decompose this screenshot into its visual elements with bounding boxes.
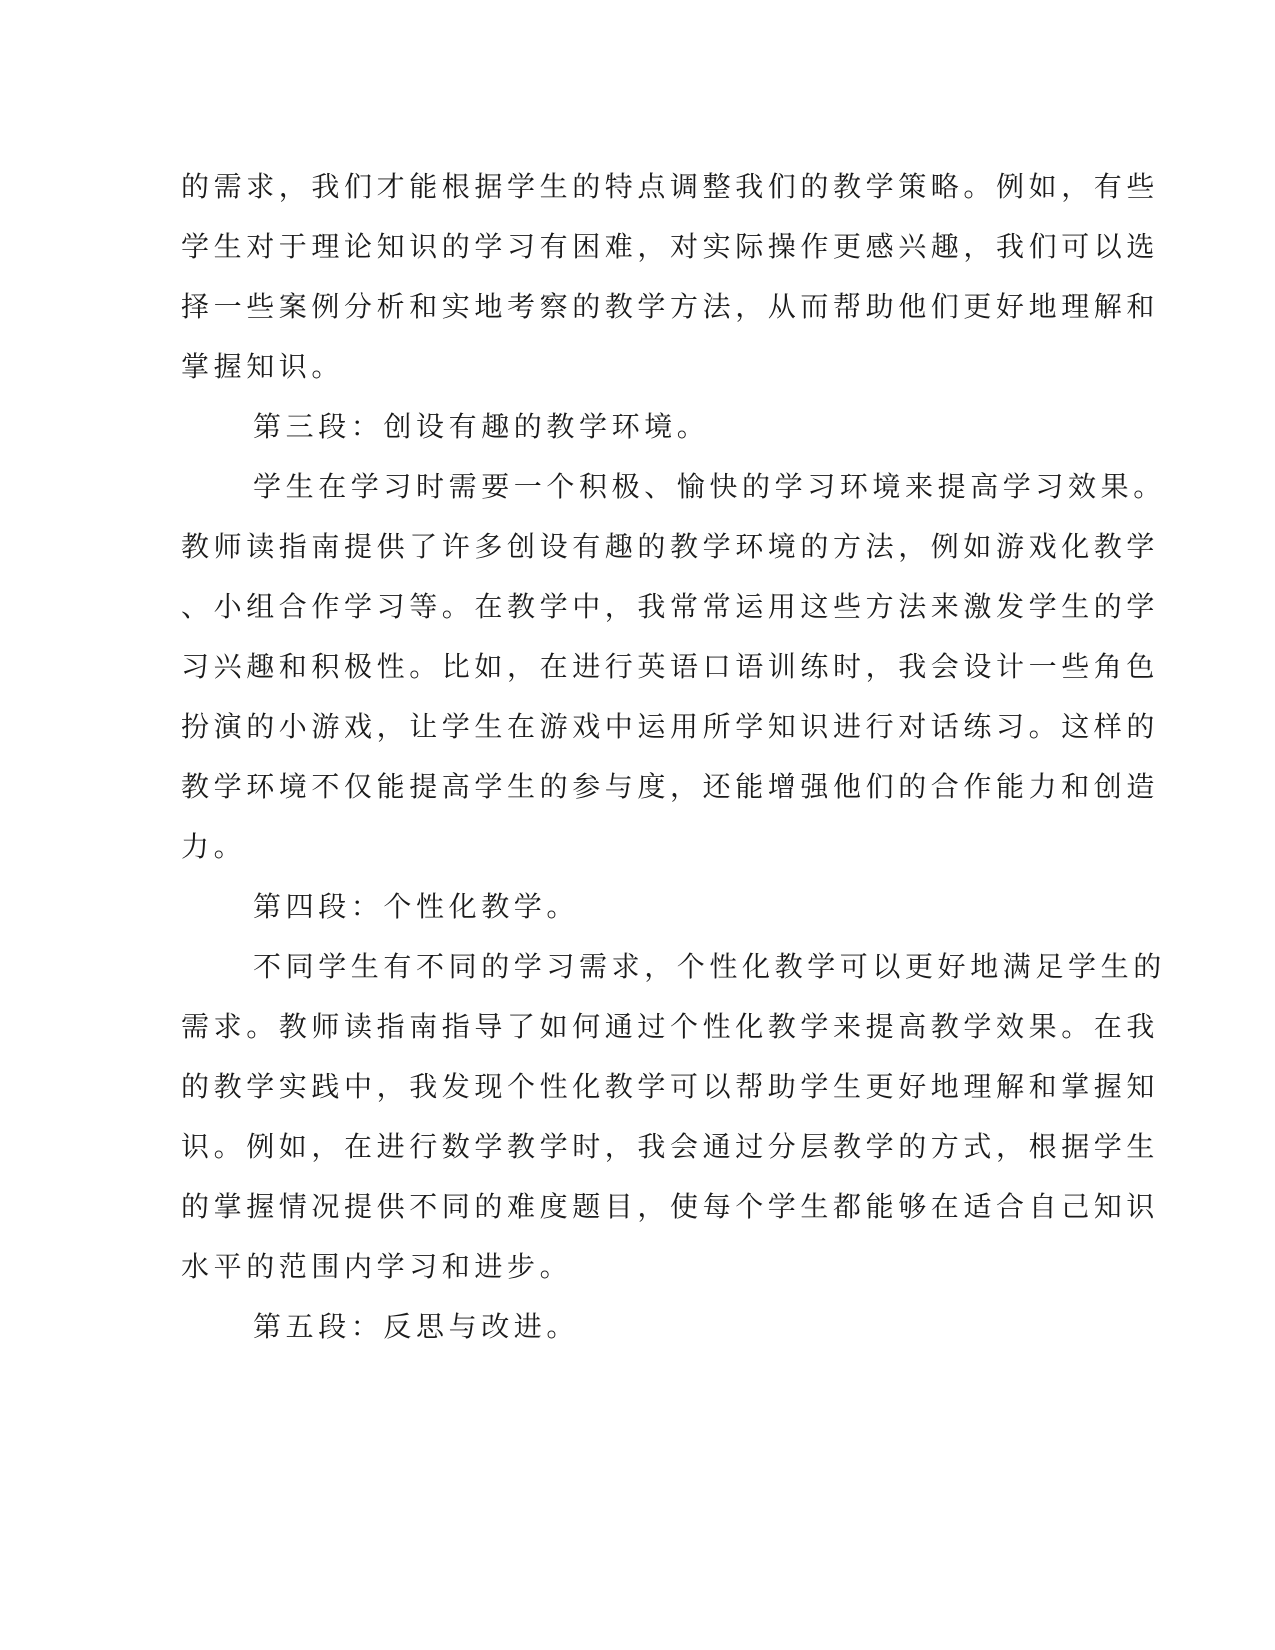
paragraph-line: 的教学实践中，我发现个性化教学可以帮助学生更好地理解和掌握知	[181, 1070, 1160, 1103]
section-heading-3: 第三段：创设有趣的教学环境。	[253, 410, 710, 443]
paragraph-line: 不同学生有不同的学习需求，个性化教学可以更好地满足学生的	[253, 950, 1166, 983]
paragraph-line: 择一些案例分析和实地考察的教学方法，从而帮助他们更好地理解和	[181, 290, 1160, 323]
paragraph-line: 力。	[181, 830, 247, 863]
section-heading-5: 第五段：反思与改进。	[253, 1310, 580, 1343]
paragraph-line: 、小组合作学习等。在教学中，我常常运用这些方法来激发学生的学	[181, 590, 1160, 623]
paragraph-line: 教师读指南提供了许多创设有趣的教学环境的方法，例如游戏化教学	[181, 530, 1160, 563]
section-heading-4: 第四段：个性化教学。	[253, 890, 580, 923]
paragraph-line: 需求。教师读指南指导了如何通过个性化教学来提高教学效果。在我	[181, 1010, 1160, 1043]
paragraph-line: 识。例如，在进行数学教学时，我会通过分层教学的方式，根据学生	[181, 1130, 1160, 1163]
paragraph-line: 习兴趣和积极性。比如，在进行英语口语训练时，我会设计一些角色	[181, 650, 1160, 683]
paragraph-line: 学生在学习时需要一个积极、愉快的学习环境来提高学习效果。	[253, 470, 1166, 503]
paragraph-line: 的需求，我们才能根据学生的特点调整我们的教学策略。例如，有些	[181, 170, 1160, 203]
paragraph-line: 学生对于理论知识的学习有困难，对实际操作更感兴趣，我们可以选	[181, 230, 1160, 263]
paragraph-line: 掌握知识。	[181, 350, 345, 383]
paragraph-line: 的掌握情况提供不同的难度题目，使每个学生都能够在适合自己知识	[181, 1190, 1160, 1223]
paragraph-line: 水平的范围内学习和进步。	[181, 1250, 573, 1283]
document-body	[181, 157, 1166, 1357]
paragraph-line: 教学环境不仅能提高学生的参与度，还能增强他们的合作能力和创造	[181, 770, 1160, 803]
paragraph-line: 扮演的小游戏，让学生在游戏中运用所学知识进行对话练习。这样的	[181, 710, 1160, 743]
